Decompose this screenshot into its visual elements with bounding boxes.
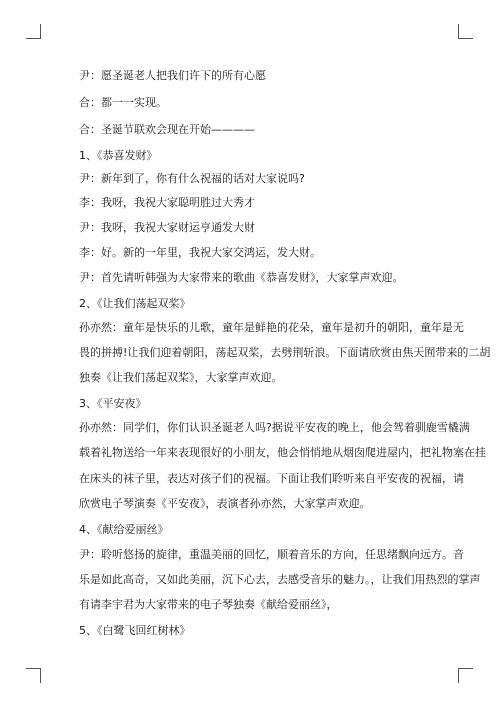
crop-mark-top-right (458, 24, 473, 39)
text-line: 合：都一一实现。 (79, 96, 167, 109)
section-heading: 2、《让我们荡起双桨》 (79, 297, 191, 310)
text-line: 乐是如此高奇，又如此美丽，沉下心去，去感受音乐的魅力。，让我们用热烈的掌声 (79, 573, 481, 586)
text-line: 载着礼物送给一年来表现很好的小朋友，他会悄悄地从烟囱爬进屋内，把礼物塞在挂 (79, 446, 486, 459)
section-heading: 1、《恭喜发财》 (79, 149, 158, 162)
section-heading: 5、《白鹭飞回红树林》 (79, 624, 191, 637)
section-heading: 4、《献给爱丽丝》 (79, 523, 169, 536)
text-line: 尹：新年到了，你有什么祝福的话对大家说吗? (79, 172, 305, 185)
section-heading: 3、《平安夜》 (79, 397, 147, 410)
text-line: 李：好。新的一年里，我祝大家交鸿运，发大财。 (79, 246, 321, 259)
text-line: 孙亦然：童年是快乐的儿歌，童年是鲜艳的花朵，童年是初升的朝阳，童年是无 (79, 321, 464, 334)
text-line: 独奏《让我们荡起双桨》，大家掌声欢迎。 (79, 371, 283, 384)
text-line: 合：圣诞节联欢会现在开始———— (79, 123, 255, 136)
text-line: 畏的拼搏!让我们迎着朝阳，荡起双桨，去劈荆斩浪。下面请欣赏由焦天囿带来的二胡 (79, 346, 491, 359)
crop-mark-top-left (26, 24, 41, 39)
text-line: 尹：首先请听韩强为大家带来的歌曲《恭喜发财》，大家掌声欢迎。 (79, 271, 404, 284)
text-line: 尹：愿圣诞老人把我们许下的所有心愿 (79, 69, 266, 82)
text-line: 孙亦然：同学们，你们认识圣诞老人吗?据说平安夜的晚上，他会驾着驯鹿雪橇满 (79, 421, 470, 434)
text-line: 在床头的袜子里，表达对孩子们的祝福。下面让我们聆听来自平安夜的祝福，请 (79, 472, 464, 485)
text-line: 李：我呀，我祝大家聪明胜过大秀才 (79, 196, 255, 209)
crop-mark-bottom-right (458, 668, 473, 683)
text-line: 有请李宇君为大家带来的电子琴独奏《献给爱丽丝》， (79, 598, 338, 611)
crop-mark-bottom-left (26, 668, 41, 683)
text-line: 欣赏电子琴演奏《平安夜》，表演者孙亦然，大家掌声欢迎。 (79, 497, 371, 510)
text-line: 尹：聆听悠扬的旋律，重温美丽的回忆，顺着音乐的方向，任思绪飘向远方。音 (79, 548, 464, 561)
text-line: 尹：我呀，我祝大家财运亨通发大财 (79, 221, 255, 234)
